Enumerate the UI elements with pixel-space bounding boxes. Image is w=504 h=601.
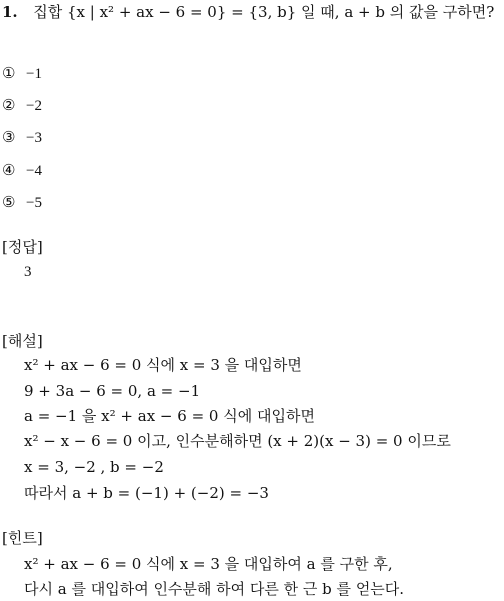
question-number: 1.: [2, 3, 18, 21]
choice-value: −1: [26, 66, 42, 82]
question: [2, 2, 494, 22]
choice-value: −3: [26, 130, 42, 146]
answer-label: [정답]: [2, 238, 43, 256]
choice-5[interactable]: [2, 192, 42, 213]
choice-3[interactable]: [2, 127, 42, 148]
choice-1[interactable]: [2, 63, 42, 84]
explanation-line: a = −1 을 x² + ax − 6 = 0 식에 대입하면: [24, 407, 315, 425]
explanation-line: x = 3, −2 , b = −2: [24, 458, 164, 476]
choice-4[interactable]: [2, 160, 42, 181]
explanation-line: x² − x − 6 = 0 이고, 인수분해하면 (x + 2)(x − 3) = 0 이므로: [24, 432, 451, 450]
explanation-line: 따라서 a + b = (−1) + (−2) = −3: [24, 484, 269, 502]
explanation-line: x² + ax − 6 = 0 식에 x = 3 을 대입하면: [24, 356, 302, 374]
question-text: 집합 {x | x² + ax − 6 = 0} = {3, b} 일 때, a + b 의 값을 구하면?: [33, 3, 495, 21]
choice-value: −4: [26, 163, 42, 179]
explanation-label: [해설]: [2, 332, 43, 350]
hint-line: x² + ax − 6 = 0 식에 x = 3 을 대입하여 a 를 구한 후,: [24, 555, 393, 573]
choice-mark: ④: [2, 161, 16, 179]
choice-value: −5: [26, 195, 42, 211]
choice-2[interactable]: [2, 95, 42, 116]
choice-mark: ⑤: [2, 193, 16, 211]
hint-label: [힌트]: [2, 529, 43, 547]
hint-line: 다시 a 를 대입하여 인수분해 하여 다른 한 근 b 를 얻는다.: [24, 580, 405, 598]
choice-mark: ③: [2, 128, 16, 146]
answer-value: 3: [24, 264, 32, 280]
choice-value: −2: [26, 98, 42, 114]
choice-mark: ①: [2, 64, 16, 82]
explanation-line: 9 + 3a − 6 = 0, a = −1: [24, 382, 201, 400]
choice-mark: ②: [2, 96, 16, 114]
